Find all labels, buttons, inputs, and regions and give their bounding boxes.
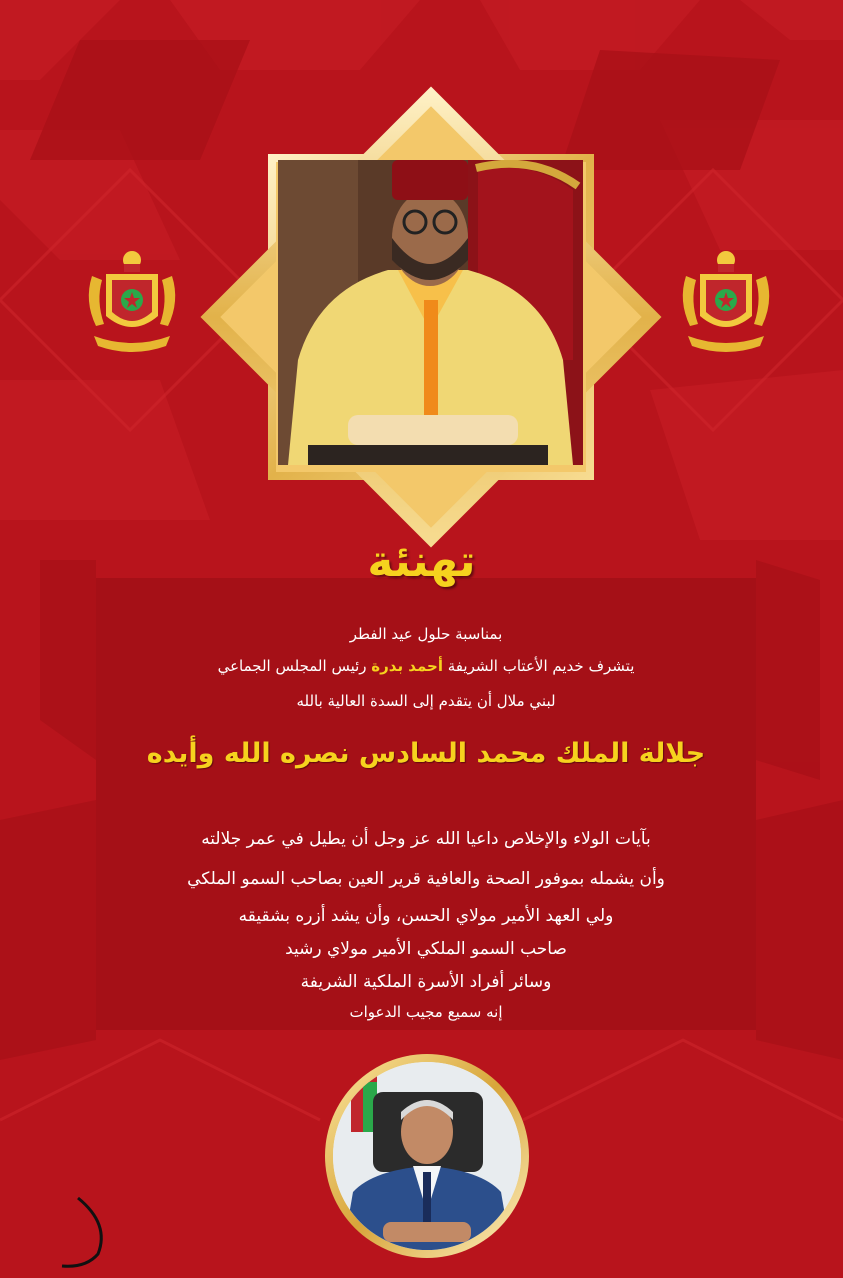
body-line: صاحب السمو الملكي الأمير مولاي رشيد bbox=[285, 939, 567, 959]
body-line: ولي العهد الأمير مولاي الحسن، وأن يشد أزره بشقيقه bbox=[238, 906, 614, 926]
message-panel bbox=[96, 578, 756, 1030]
sender-line bbox=[96, 657, 756, 675]
royal-coat-of-arms-icon bbox=[80, 246, 184, 358]
king-portrait bbox=[278, 160, 583, 465]
occasion-line: بمناسبة حلول عيد الفطر bbox=[349, 625, 503, 643]
decorative-arc bbox=[58, 1196, 112, 1270]
sender-location-line: لبني ملال أن يتقدم إلى السدة العالية بالله bbox=[296, 692, 556, 710]
king-title: جلالة الملك محمد السادس نصره الله وأيده bbox=[146, 738, 706, 769]
card-title: تهنئة bbox=[367, 536, 476, 587]
body-line: بآيات الولاء والإخلاص داعيا الله عز وجل أن يطيل في عمر جلالته bbox=[201, 829, 651, 849]
body-line: وسائر أفراد الأسرة الملكية الشريفة bbox=[300, 972, 552, 992]
sender-role: رئيس المجلس الجماعي bbox=[217, 657, 367, 675]
sender-photo bbox=[333, 1062, 521, 1250]
sender-prefix: يتشرف خديم الأعتاب الشريفة bbox=[447, 657, 635, 675]
royal-coat-of-arms-icon bbox=[674, 246, 778, 358]
body-line: إنه سميع مجيب الدعوات bbox=[349, 1003, 503, 1021]
body-line: وأن يشمله بموفور الصحة والعافية قرير العين بصاحب السمو الملكي bbox=[187, 869, 665, 889]
sender-name: أحمد بدرة bbox=[371, 657, 443, 675]
